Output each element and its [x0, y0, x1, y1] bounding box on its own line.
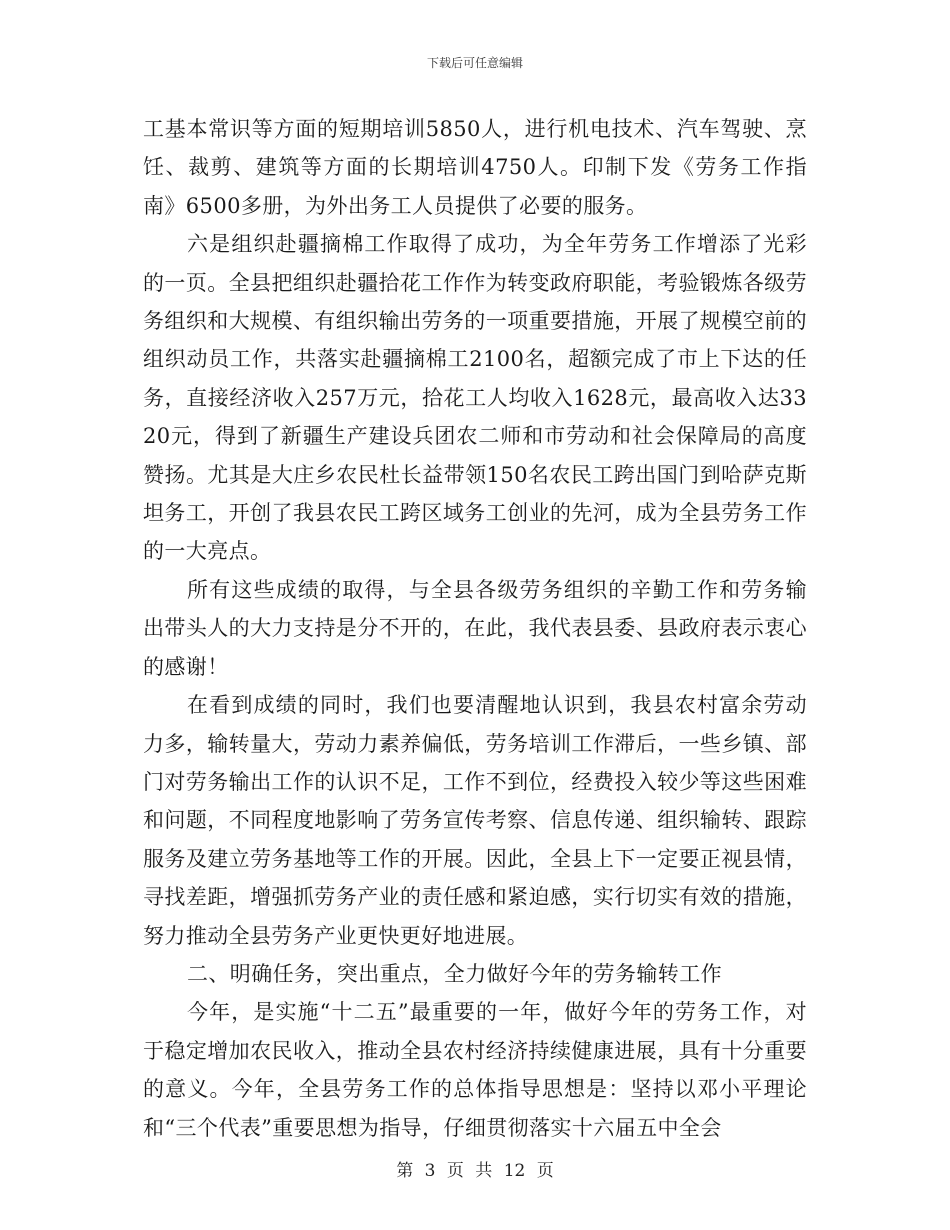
document-body [143, 110, 807, 1147]
paragraph-thanks: 所有这些成绩的取得，与全县各级劳务组织的辛勤工作和劳务输出带头人的大力支持是分不开的，在此，我代表县委、县政府表示衷心的感谢！ [143, 577, 807, 679]
page-number: 第 3 页 共 12 页 [396, 1161, 554, 1181]
section-heading: 二、明确任务，突出重点，全力做好今年的劳务输转工作 [187, 961, 722, 986]
page-header-note: 下载后可任意编辑 [426, 56, 523, 70]
paragraph-cotton-picking: 六是组织赴疆摘棉工作取得了成功，为全年劳务工作增添了光彩的一页。全县把组织赴疆拾花工作作为转变政府职能，考验锻炼各级劳务组织和大规模、有组织输出劳务的一项重要措施，开展了规模空前的组织动员工作，共落实赴疆摘棉工2100名，超额完成了市上下达的任务，直接经济收入257万元，拾花工人均收入1628元，最高收入达3320元，得到了新疆生产建设兵团农二师和市劳动和社会保障局的高度赞扬。尤其是大庄乡农民杜长益带领150名农民工跨出国门到哈萨克斯坦务工，开创了我县农民工跨区域务工创业的先河，成为全县劳务工作的一大亮点。 [143, 232, 807, 564]
paragraph-training: 工基本常识等方面的短期培训5850人，进行机电技术、汽车驾驶、烹饪、裁剪、建筑等方面的长期培训4750人。印制下发《劳务工作指南》6500多册，为外出务工人员提供了必要的服务。 [143, 117, 807, 218]
paragraph-this-year: 今年，是实施“十二五”最重要的一年，做好今年的劳务工作，对于稳定增加农民收入，推动全县农村经济持续健康进展，具有十分重要的意义。今年，全县劳务工作的总体指导思想是：坚持以邓小平理论和“三个代表”重要思想为指导，仔细贯彻落实十六届五中全会 [143, 1000, 807, 1140]
paragraph-problems: 在看到成绩的同时，我们也要清醒地认识到，我县农村富余劳动力多，输转量大，劳动力素养偏低，劳务培训工作滞后，一些乡镇、部门对劳务输出工作的认识不足，工作不到位，经费投入较少等这些困难和问题，不同程度地影响了劳务宣传考察、信息传递、组织输转、跟踪服务及建立劳务基地等工作的开展。因此，全县上下一定要正视县情，寻找差距，增强抓劳务产业的责任感和紧迫感，实行切实有效的措施，努力推动全县劳务产业更快更好地进展。 [143, 693, 807, 948]
